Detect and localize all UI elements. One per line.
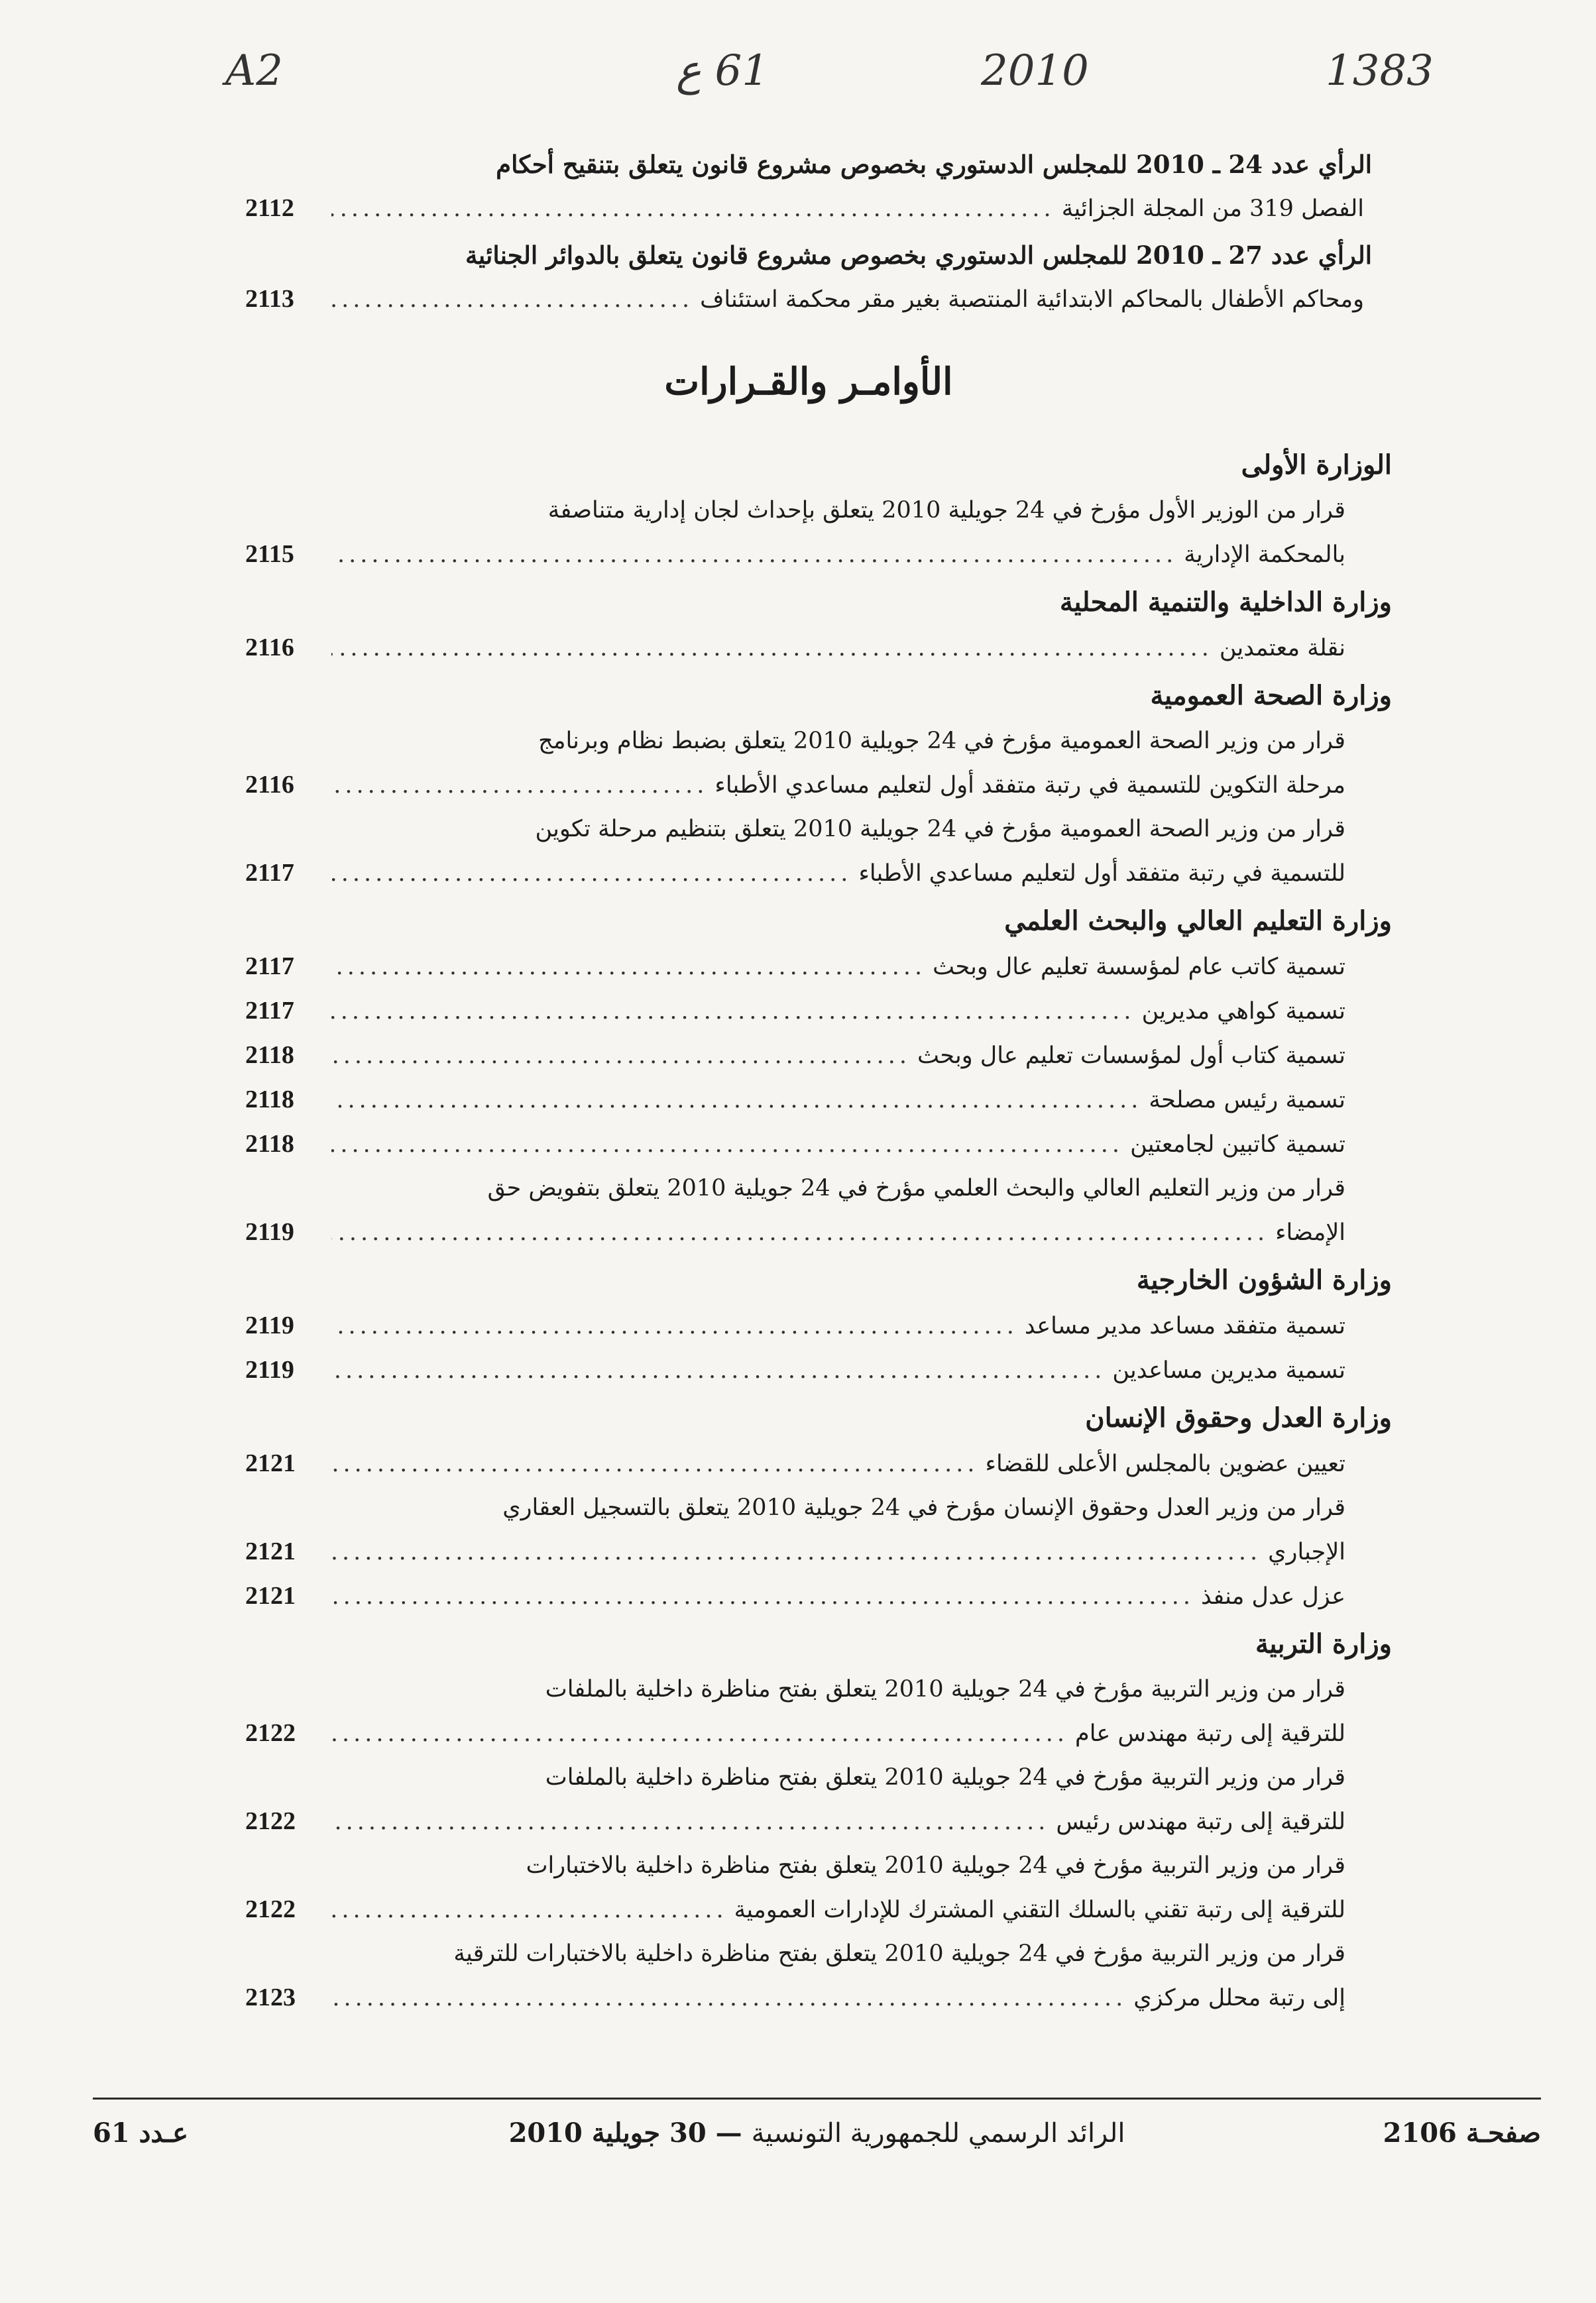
leader-dots — [331, 1976, 1127, 2020]
entry-row — [245, 944, 1345, 989]
leader-dots — [331, 1800, 1049, 1844]
opinion-title: الرأي عدد 27 ـ 2010 للمجلس الدستوري بخصوص مشروع قانون يتعلق بالدوائر الجنائية — [465, 241, 1372, 270]
list-item — [245, 1667, 1372, 1756]
ministry-heading: وزارة التعليم العالي والبحث العلمي — [1004, 905, 1392, 936]
entry-row — [245, 1078, 1345, 1122]
leader-dots — [331, 1211, 1269, 1255]
entry-text: تسمية رئيس مصلحة — [1149, 1087, 1345, 1113]
entry-line: قرار من وزير التربية مؤرخ في 24 جويلية 2010 يتعلق بفتح مناظرة داخلية بالاختبارات — [526, 1852, 1345, 1879]
entry-text: الإجباري — [1268, 1539, 1345, 1565]
entry-line: قرار من وزير العدل وحقوق الإنسان مؤرخ في 24 جويلية 2010 يتعلق بالتسجيل العقاري — [502, 1494, 1345, 1521]
entry-text: للترقية إلى رتبة مهندس عام — [1075, 1720, 1345, 1747]
page-number: 2116 — [245, 634, 294, 661]
entry-text: مرحلة التكوين للتسمية في رتبة متفقد أول لتعليم مساعدي الأطباء — [714, 772, 1345, 799]
page-number: 2112 — [245, 194, 294, 222]
entry-text: نقلة معتمدين — [1219, 635, 1345, 661]
entry-text: تسمية كاتبين لجامعتين — [1130, 1131, 1345, 1158]
list-item — [245, 1932, 1372, 2020]
handwritten-issue: 61 ع — [676, 46, 769, 95]
entry-text: تسمية كاتب عام لمؤسسة تعليم عال وبحث — [933, 954, 1345, 980]
leader-dots — [331, 1888, 728, 1932]
leader-dots — [331, 1123, 1123, 1166]
entry-text: للترقية إلى رتبة تقني بالسلك التقني المشترك للإدارات العمومية — [734, 1897, 1345, 1923]
entry-row — [245, 1711, 1345, 1756]
page-number: 2117 — [245, 997, 294, 1025]
leader-dots — [331, 533, 1177, 577]
entry-row — [245, 989, 1345, 1033]
entry-row — [245, 1122, 1345, 1166]
list-item — [245, 1304, 1372, 1348]
leader-dots — [331, 763, 708, 807]
list-item — [245, 944, 1372, 989]
page-number: 2118 — [245, 1086, 294, 1113]
footer-issue: عـدد 61 — [93, 2117, 188, 2149]
page-number: 2118 — [245, 1130, 294, 1158]
list-item — [245, 1486, 1372, 1574]
page-number: 2121 — [245, 1538, 296, 1565]
entry-text: تسمية مديرين مساعدين — [1112, 1357, 1345, 1384]
ministry-heading: وزارة الداخلية والتنمية المحلية — [1059, 587, 1392, 618]
leader-dots — [331, 1530, 1261, 1574]
list-item — [245, 989, 1372, 1033]
entry-row — [245, 1574, 1345, 1618]
entry-text: للترقية إلى رتبة مهندس رئيس — [1056, 1809, 1345, 1835]
footer-journal — [93, 2117, 1541, 2149]
leader-dots — [331, 1442, 979, 1486]
footer-divider — [93, 2098, 1541, 2100]
entry-line: قرار من وزير الصحة العمومية مؤرخ في 24 جويلية 2010 يتعلق بضبط نظام وبرنامج — [538, 728, 1345, 754]
list-item — [245, 1574, 1372, 1618]
entry-text: تسمية متفقد مساعد مدير مساعد — [1024, 1313, 1345, 1339]
entry-row — [245, 1441, 1345, 1486]
page-number: 2122 — [245, 1719, 296, 1747]
leader-dots — [331, 1078, 1142, 1122]
entry-text: تسمية كتاب أول لمؤسسات تعليم عال وبحث — [917, 1042, 1345, 1069]
handwritten-ref: 1383 — [1326, 46, 1434, 95]
opinion-title: الرأي عدد 24 ـ 2010 للمجلس الدستوري بخصوص مشروع قانون يتعلق بتنقيح أحكام — [496, 150, 1372, 179]
leader-dots — [331, 626, 1213, 670]
entry-row — [245, 1799, 1345, 1844]
entry-text: الفصل 319 من المجلة الجزائية — [1061, 196, 1364, 222]
leader-dots — [331, 1712, 1068, 1756]
entry-row — [245, 1210, 1345, 1255]
leader-dots — [331, 187, 1055, 231]
ministry-heading: وزارة الصحة العمومية — [1150, 680, 1392, 711]
page-number: 2122 — [245, 1807, 296, 1835]
entry-text: الإمضاء — [1275, 1219, 1345, 1246]
leader-dots — [331, 1349, 1106, 1392]
entry-line: قرار من وزير التربية مؤرخ في 24 جويلية 2010 يتعلق بفتح مناظرة داخلية بالاختبارات للترقية — [453, 1940, 1345, 1967]
entry-row — [245, 626, 1345, 670]
leader-dots — [331, 945, 926, 989]
page-number: 2115 — [245, 540, 294, 568]
list-item — [245, 719, 1372, 807]
list-item — [245, 626, 1372, 670]
entry-text: للتسمية في رتبة متفقد أول لتعليم مساعدي الأطباء — [858, 860, 1345, 887]
page-number: 2119 — [245, 1218, 294, 1246]
page-number: 2122 — [245, 1895, 296, 1923]
ministry-heading: وزارة الشؤون الخارجية — [1136, 1264, 1392, 1296]
list-item — [245, 1844, 1372, 1932]
entry-text: تسمية كواهي مديرين — [1141, 998, 1345, 1025]
ministry-heading: الوزارة الأولى — [1241, 449, 1392, 480]
opinion-entry — [245, 142, 1372, 231]
list-item — [245, 1756, 1372, 1844]
entry-text: تعيين عضوين بالمجلس الأعلى للقضاء — [985, 1451, 1345, 1477]
entry-line: قرار من وزير التربية مؤرخ في 24 جويلية 2010 يتعلق بفتح مناظرة داخلية بالملفات — [545, 1764, 1345, 1791]
leader-dots — [331, 1034, 911, 1078]
ministry-heading: وزارة العدل وحقوق الإنسان — [1085, 1402, 1392, 1433]
table-of-contents — [245, 142, 1392, 2020]
page-number: 2123 — [245, 1984, 296, 2011]
page-number: 2116 — [245, 771, 294, 799]
leader-dots — [331, 989, 1135, 1033]
page-number: 2121 — [245, 1449, 296, 1477]
page-number: 2121 — [245, 1582, 296, 1610]
page-footer — [93, 2117, 1541, 2157]
entry-row — [245, 1033, 1345, 1078]
leader-dots — [331, 852, 852, 895]
leader-dots — [331, 278, 693, 321]
entry-line: قرار من وزير التعليم العالي والبحث العلمي مؤرخ في 24 جويلية 2010 يتعلق بتفويض حق — [487, 1175, 1345, 1202]
leader-dots — [331, 1575, 1194, 1618]
handwritten-code: A2 — [225, 46, 283, 95]
entry-row — [245, 763, 1345, 807]
entry-line: قرار من الوزير الأول مؤرخ في 24 جويلية 2010 يتعلق بإحداث لجان إدارية متناصفة — [547, 497, 1345, 524]
entry-row — [245, 1976, 1345, 2020]
list-item — [245, 807, 1372, 895]
page-number: 2119 — [245, 1312, 294, 1339]
entry-line: قرار من وزير الصحة العمومية مؤرخ في 24 جويلية 2010 يتعلق بتنظيم مرحلة تكوين — [535, 816, 1345, 842]
list-item — [245, 1348, 1372, 1392]
entry-text: بالمحكمة الإدارية — [1184, 541, 1345, 568]
opinions-list — [245, 142, 1372, 321]
leader-dots — [331, 1304, 1018, 1348]
entry-text: ومحاكم الأطفال بالمحاكم الابتدائية المنتصبة بغير مقر محكمة استئناف — [700, 286, 1364, 313]
entry-text: إلى رتبة محلل مركزي — [1133, 1985, 1345, 2011]
ministries-list — [245, 442, 1392, 2020]
footer-journal-date: — 30 جويلية 2010 — [508, 2117, 742, 2149]
handwritten-year: 2010 — [981, 46, 1089, 95]
entry-row — [245, 1530, 1345, 1574]
entry-row — [245, 1887, 1345, 1932]
list-item — [245, 1078, 1372, 1122]
page-number: 2117 — [245, 859, 294, 887]
opinion-row — [245, 186, 1372, 231]
entry-row — [245, 532, 1345, 577]
page-number: 2113 — [245, 285, 294, 313]
page-number: 2117 — [245, 952, 294, 980]
list-item — [245, 488, 1372, 577]
entry-text: عزل عدل منفذ — [1201, 1583, 1345, 1610]
entry-row — [245, 1304, 1345, 1348]
handwritten-annotations — [0, 46, 1596, 119]
entry-row — [245, 851, 1345, 895]
ministry-heading: وزارة التربية — [1255, 1628, 1392, 1659]
list-item — [245, 1033, 1372, 1078]
entry-row — [245, 1348, 1345, 1392]
list-item — [245, 1166, 1372, 1255]
page-number: 2119 — [245, 1356, 294, 1384]
list-item — [245, 1122, 1372, 1166]
footer-journal-name: الرائد الرسمي للجمهورية التونسية — [751, 2118, 1125, 2149]
opinion-row — [245, 277, 1372, 321]
opinion-entry — [245, 233, 1372, 321]
section-title: الأوامـر والقـرارات — [664, 360, 953, 404]
footer-page-label: صفحـة 2106 — [1383, 2117, 1541, 2149]
page-number: 2118 — [245, 1041, 294, 1069]
entry-line: قرار من وزير التربية مؤرخ في 24 جويلية 2010 يتعلق بفتح مناظرة داخلية بالملفات — [545, 1676, 1345, 1703]
list-item — [245, 1441, 1372, 1486]
